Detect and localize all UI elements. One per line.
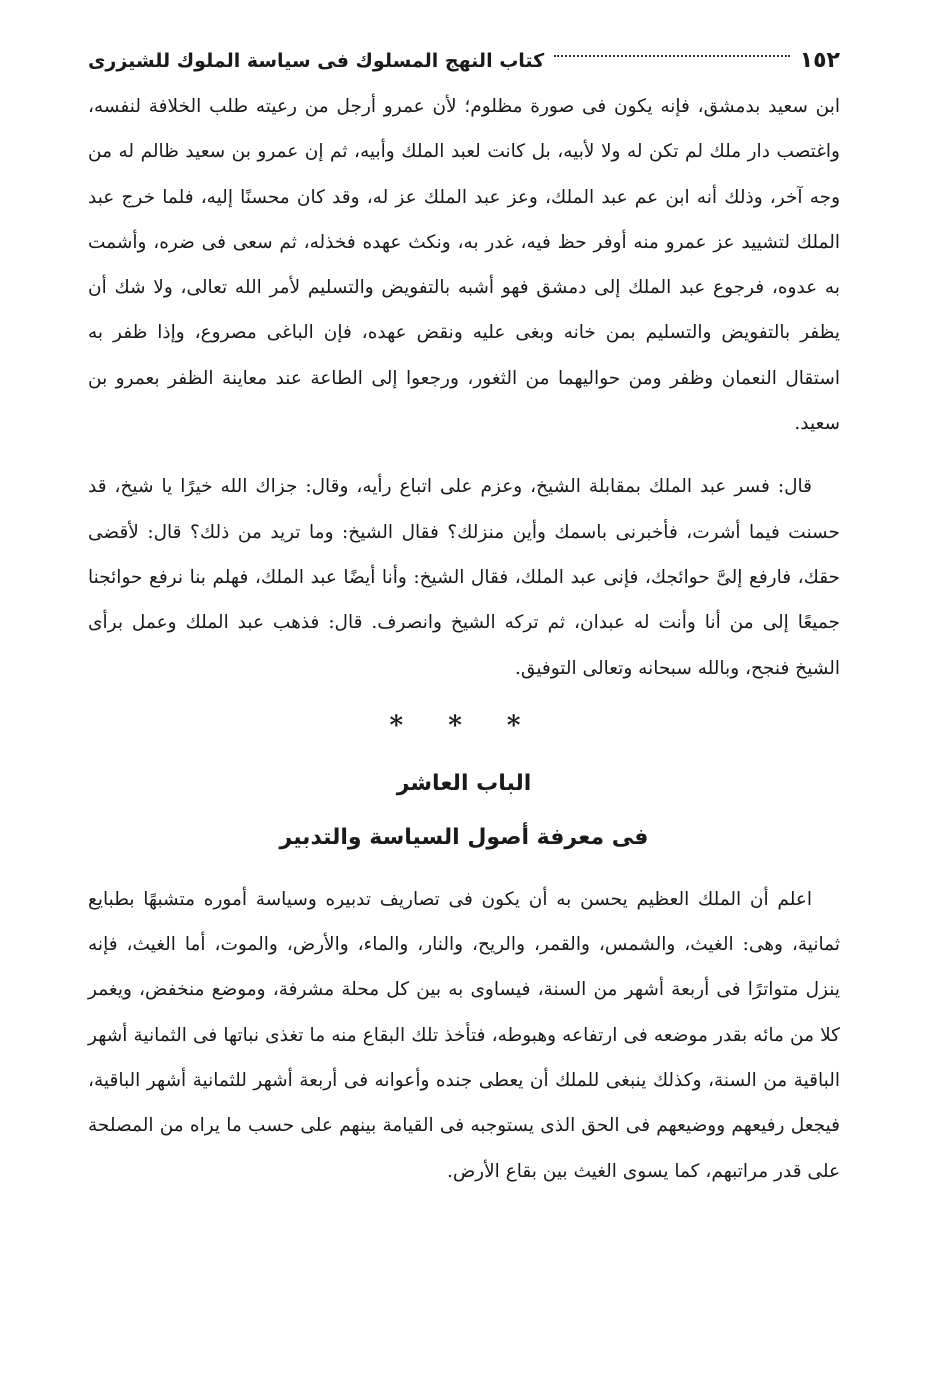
chapter-paragraph: اعلم أن الملك العظيم يحسن به أن يكون فى تصاريف تدبيره وسياسة أموره متشبهًا بطبايع ثمانية، وهى: الغيث، والشمس، والقمر، والريح، والنار، والماء، والأرض، والموت، أما الغيث، فإنه ينزل متواترًا فى أربعة أشهر من السنة، فيساوى به بين كل محلة مشرفة، وموضع منخفض، ويغمر كلا من مائه بقدر موضعه فى ارتفاعه وهبوطه، فتأخذ تلك البقاع منه ما تغذى نباتها فى الثمانية أشهر الباقية من السنة، وكذلك ينبغى للملك أن يعطى جنده وأعوانه فى أربعة أشهر للثمانية أشهر الباقية، فيجعل رفيعهم ووضيعهم فى الحق الذى يستوجبه فى القيامة بينهم على حسب ما يراه من المصلحة على قدر مراتبهم، كما يسوى الغيث بين بقاع الأرض. bbox=[88, 888, 840, 1182]
header-dot-leader bbox=[554, 55, 789, 57]
book-page bbox=[88, 40, 840, 1194]
running-title: كتاب النهج المسلوك فى سياسة الملوك للشيزرى bbox=[88, 50, 545, 72]
body-paragraph-1: ابن سعيد بدمشق، فإنه يكون فى صورة مظلوم؛ لأن عمرو أرجل من رعيته طلب الخلافة لنفسه، واغتصب دار ملك لم تكن له ولا لأبيه، بل كانت لعبد الملك وأبيه، ثم إن عمرو بن سعيد ظالم له من وجه آخر، وذلك أنه ابن عم عبد الملك، وعز عبد الملك عز له، وقد كان محسنًا إليه، فلما خرج عبد الملك لتشييد عز عمرو منه أوفر حظ فيه، غدر به، ونكث عهده فخذله، ثم سعى فى ضره، وأشمت به عدوه، فرجوع عبد الملك إلى دمشق فهو أشبه بالتفويض والتسليم لأمر الله تعالى، ولا شك أن يظفر بالتفويض والتسليم بمن خانه وبغى عليه ونقض عهده، فإن الباغى مصروع، وإذا ظفر به استقال النعمان وظفر ومن حواليهما من الثغور، ورجعوا إلى الطاعة عند معاينة الظفر بعمرو بن سعيد. bbox=[88, 96, 840, 435]
page-number: ١٥٢ bbox=[799, 48, 840, 73]
chapter-subtitle: فى معرفة أصول السياسة والتدبير bbox=[279, 824, 649, 850]
section-separator: * * * bbox=[389, 710, 539, 741]
chapter-title: الباب العاشر bbox=[396, 770, 532, 796]
page-header bbox=[88, 40, 840, 82]
body-paragraph-2: قال: فسر عبد الملك بمقابلة الشيخ، وعزم على اتباع رأيه، وقال: جزاك الله خيرًا يا شيخ، قد حسنت فيما أشرت، فأخبرنى باسمك وأين منزلك؟ فقال الشيخ: وما تريد من ذلك؟ قال: لأقضى حقك، فارفع إلىَّ حوائجك، فإنى عبد الملك، فقال الشيخ: وأنا أيضًا عبد الملك، فهلم بنا نرفع حوائجنا جميعًا إلى من أنا وأنت له عبدان، ثم تركه الشيخ وانصرف. قال: فذهب عبد الملك وعمل برأى الشيخ فنجح، وبالله سبحانه وتعالى التوفيق. bbox=[88, 476, 840, 679]
